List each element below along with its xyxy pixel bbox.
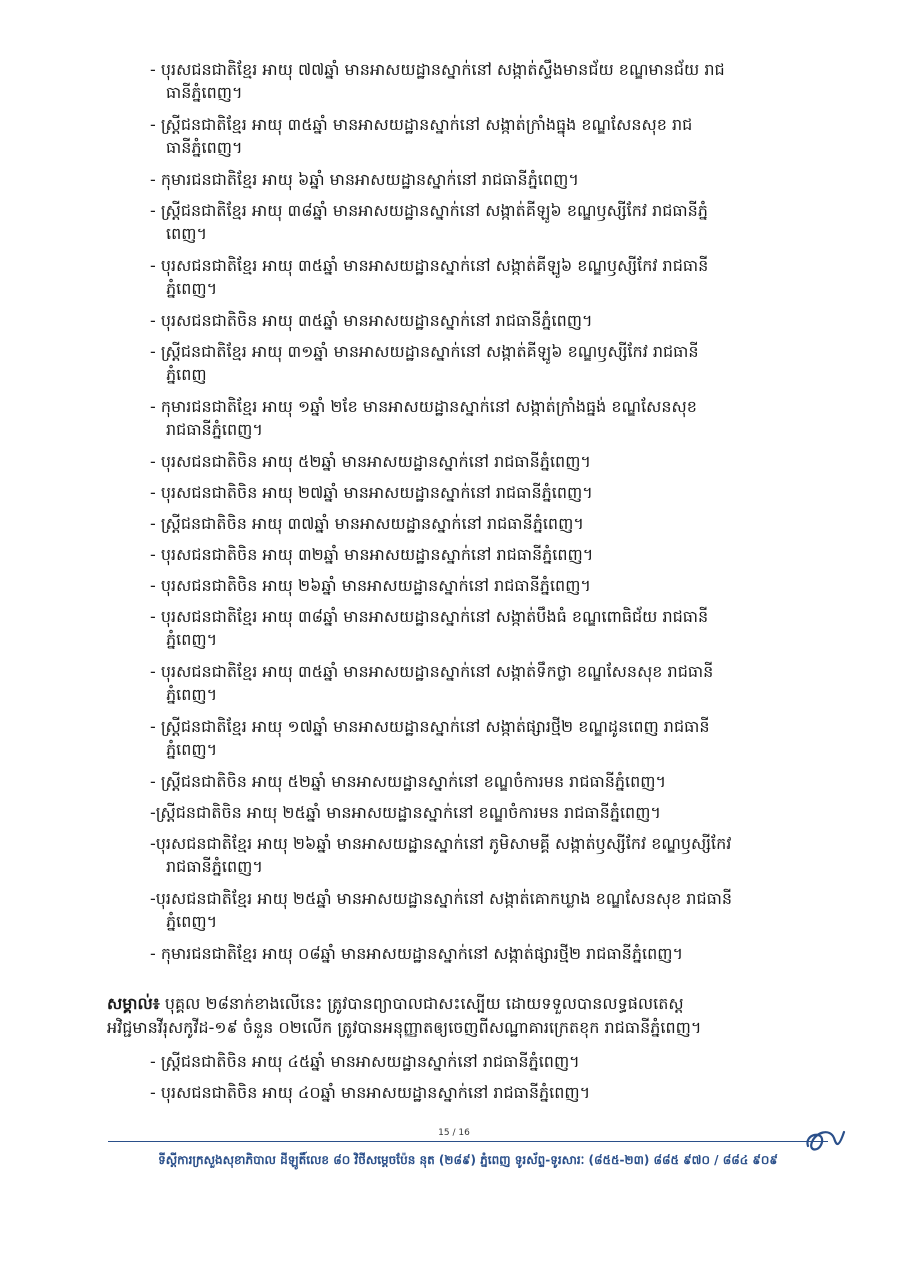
note-text-line2: អវិជ្ជមានវីរុសកូវីដ-១៩ ចំនួន ០២លើក ត្រូវបានអនុញ្ញាតឲ្យចេញពីសណ្ឋាគារក្រេតខុក រាជធានីភ្នំពេញ។ [107, 1018, 702, 1037]
list-item: - កុមារជនជាតិខ្មែរ អាយុ ៦ឆ្នាំ មានអាសយដ្ឋានស្នាក់នៅ រាជធានីភ្នំពេញ។ [150, 170, 579, 189]
list-item: - ស្ត្រីជនជាតិខ្មែរ អាយុ ១៧ឆ្នាំ មានអាសយដ្ឋានស្នាក់នៅ សង្កាត់ផ្សារថ្មី២ ខណ្ឌដូនពេញ រាជធានី ភ្នំពេញ។ [150, 717, 710, 759]
list-item: - ស្ត្រីជនជាតិខ្មែរ អាយុ ៣១ឆ្នាំ មានអាសយដ្ឋានស្នាក់នៅ សង្កាត់គីឡូ៦ ខណ្ឌឫស្សីកែវ រាជធានី ភ្នំពេញ [150, 342, 699, 384]
list-item: - ស្ត្រីជនជាតិចិន អាយុ ៤៥ឆ្នាំ មានអាសយដ្ឋានស្នាក់នៅ រាជធានីភ្នំពេញ។ [150, 1052, 580, 1071]
list-item: -ស្ត្រីជនជាតិចិន អាយុ ២៥ឆ្នាំ មានអាសយដ្ឋានស្នាក់នៅ ខណ្ឌចំការមន រាជធានីភ្នំពេញ។ [150, 803, 661, 822]
list-item: - បុរសជនជាតិចិន អាយុ ២៧ឆ្នាំ មានអាសយដ្ឋានស្នាក់នៅ រាជធានីភ្នំពេញ។ [150, 483, 593, 502]
footer-address: ទីស្តីការក្រសួងសុខាភិបាល ដីឡូតិ៍លេខ ៨០ វិថីសម្ដេចប៉ែន នុត (២៨៩) ភ្នំពេញ ទូរស័ព្ទ-ទូរសារៈ (៨៥៥-២៣) ៨៨៥ ៩៧០ / ៨៨៤ ៩០៩ [158, 1153, 778, 1167]
list-item: - បុរសជនជាតិខ្មែរ អាយុ ៣៥ឆ្នាំ មានអាសយដ្ឋានស្នាក់នៅ សង្កាត់ទឹកថ្លា ខណ្ឌសែនសុខ រាជធានី ភ្នំពេញ។ [150, 662, 714, 704]
list-item: - ស្ត្រីជនជាតិខ្មែរ អាយុ ៣៨ឆ្នាំ មានអាសយដ្ឋានស្នាក់នៅ សង្កាត់គីឡូ៦ ខណ្ឌឫស្សីកែវ រាជធានីភ្នំ ពេញ។ [150, 201, 708, 243]
list-item: - បុរសជនជាតិចិន អាយុ ៣២ឆ្នាំ មានអាសយដ្ឋានស្នាក់នៅ រាជធានីភ្នំពេញ។ [150, 545, 594, 564]
list-item: - ស្ត្រីជនជាតិខ្មែរ អាយុ ៣៥ឆ្នាំ មានអាសយដ្ឋានស្នាក់នៅ សង្កាត់ក្រាំងធ្នុង ខណ្ឌសែនសុខ រាជ ធានីភ្នំពេញ។ [150, 115, 693, 157]
note-label: សម្គាល់៖ [107, 994, 160, 1013]
signature-initial-icon [800, 1124, 850, 1158]
patient-list-2 [150, 1050, 850, 1112]
list-item: - បុរសជនជាតិចិន អាយុ ៣៥ឆ្នាំ មានអាសយដ្ឋានស្នាក់នៅ រាជធានីភ្នំពេញ។ [150, 311, 593, 330]
patient-list [150, 58, 850, 973]
list-item: - កុមារជនជាតិខ្មែរ អាយុ ១ឆ្នាំ ២ខែ មានអាសយដ្ឋានស្នាក់នៅ សង្កាត់ក្រាំងធ្នង់ ខណ្ឌសែនសុខ រាជធានីភ្នំពេញ។ [150, 397, 697, 439]
list-item: - បុរសជនជាតិចិន អាយុ ៥២ឆ្នាំ មានអាសយដ្ឋានស្នាក់នៅ រាជធានីភ្នំពេញ។ [150, 452, 591, 471]
footer-divider [108, 1141, 828, 1142]
list-item: - បុរសជនជាតិចិន អាយុ ៤០ឆ្នាំ មានអាសយដ្ឋានស្នាក់នៅ រាជធានីភ្នំពេញ។ [150, 1083, 591, 1102]
list-item: - បុរសជនជាតិចិន អាយុ ២៦ឆ្នាំ មានអាសយដ្ឋានស្នាក់នៅ រាជធានីភ្នំពេញ។ [150, 576, 591, 595]
list-item: - បុរសជនជាតិខ្មែរ អាយុ ៣៨ឆ្នាំ មានអាសយដ្ឋានស្នាក់នៅ សង្កាត់បឹងធំ ខណ្ឌពោធិជ័យ រាជធានី ភ្នំពេញ។ [150, 607, 709, 649]
list-item: - បុរសជនជាតិខ្មែរ អាយុ ៧៧ឆ្នាំ មានអាសយដ្ឋានស្នាក់នៅ សង្កាត់ស្ទឹងមានជ័យ ខណ្ឌមានជ័យ រាជ ធានីភ្នំពេញ។ [150, 60, 725, 102]
list-item: - កុមារជនជាតិខ្មែរ អាយុ ០៨ឆ្នាំ មានអាសយដ្ឋានស្នាក់នៅ សង្កាត់ផ្សារថ្មី២ រាជធានីភ្នំពេញ។ [150, 944, 684, 963]
list-item: - បុរសជនជាតិខ្មែរ អាយុ ៣៥ឆ្នាំ មានអាសយដ្ឋានស្នាក់នៅ សង្កាត់គីឡូ៦ ខណ្ឌឫស្សីកែវ រាជធានី ភ្នំពេញ។ [150, 256, 709, 298]
page-number: 15 / 16 [438, 1128, 470, 1138]
list-item: - ស្ត្រីជនជាតិចិន អាយុ ៣៧ឆ្នាំ មានអាសយដ្ឋានស្នាក់នៅ រាជធានីភ្នំពេញ។ [150, 514, 584, 533]
list-item: -បុរសជនជាតិខ្មែរ អាយុ ២៦ឆ្នាំ មានអាសយដ្ឋានស្នាក់នៅ ភូមិសាមគ្គី សង្កាត់ឫស្សីកែវ ខណ្ឌឫស្សីកែវ រាជធានីភ្នំពេញ។ [150, 834, 732, 876]
list-item: - ស្ត្រីជនជាតិចិន អាយុ ៥២ឆ្នាំ មានអាសយដ្ឋានស្នាក់នៅ ខណ្ឌចំការមន រាជធានីភ្នំពេញ។ [150, 772, 667, 791]
note-paragraph [107, 992, 837, 1040]
note-text-line1: បុគ្គល ២៨នាក់ខាងលើនេះ ត្រូវបានព្យាបាលជាសះស្បើយ ដោយទទួលបានលទ្ធផលតេស្ត [159, 994, 684, 1013]
list-item: -បុរសជនជាតិខ្មែរ អាយុ ២៥ឆ្នាំ មានអាសយដ្ឋានស្នាក់នៅ សង្កាត់គោកឃ្លាង ខណ្ឌសែនសុខ រាជធានី ភ្នំពេញ។ [150, 889, 732, 931]
